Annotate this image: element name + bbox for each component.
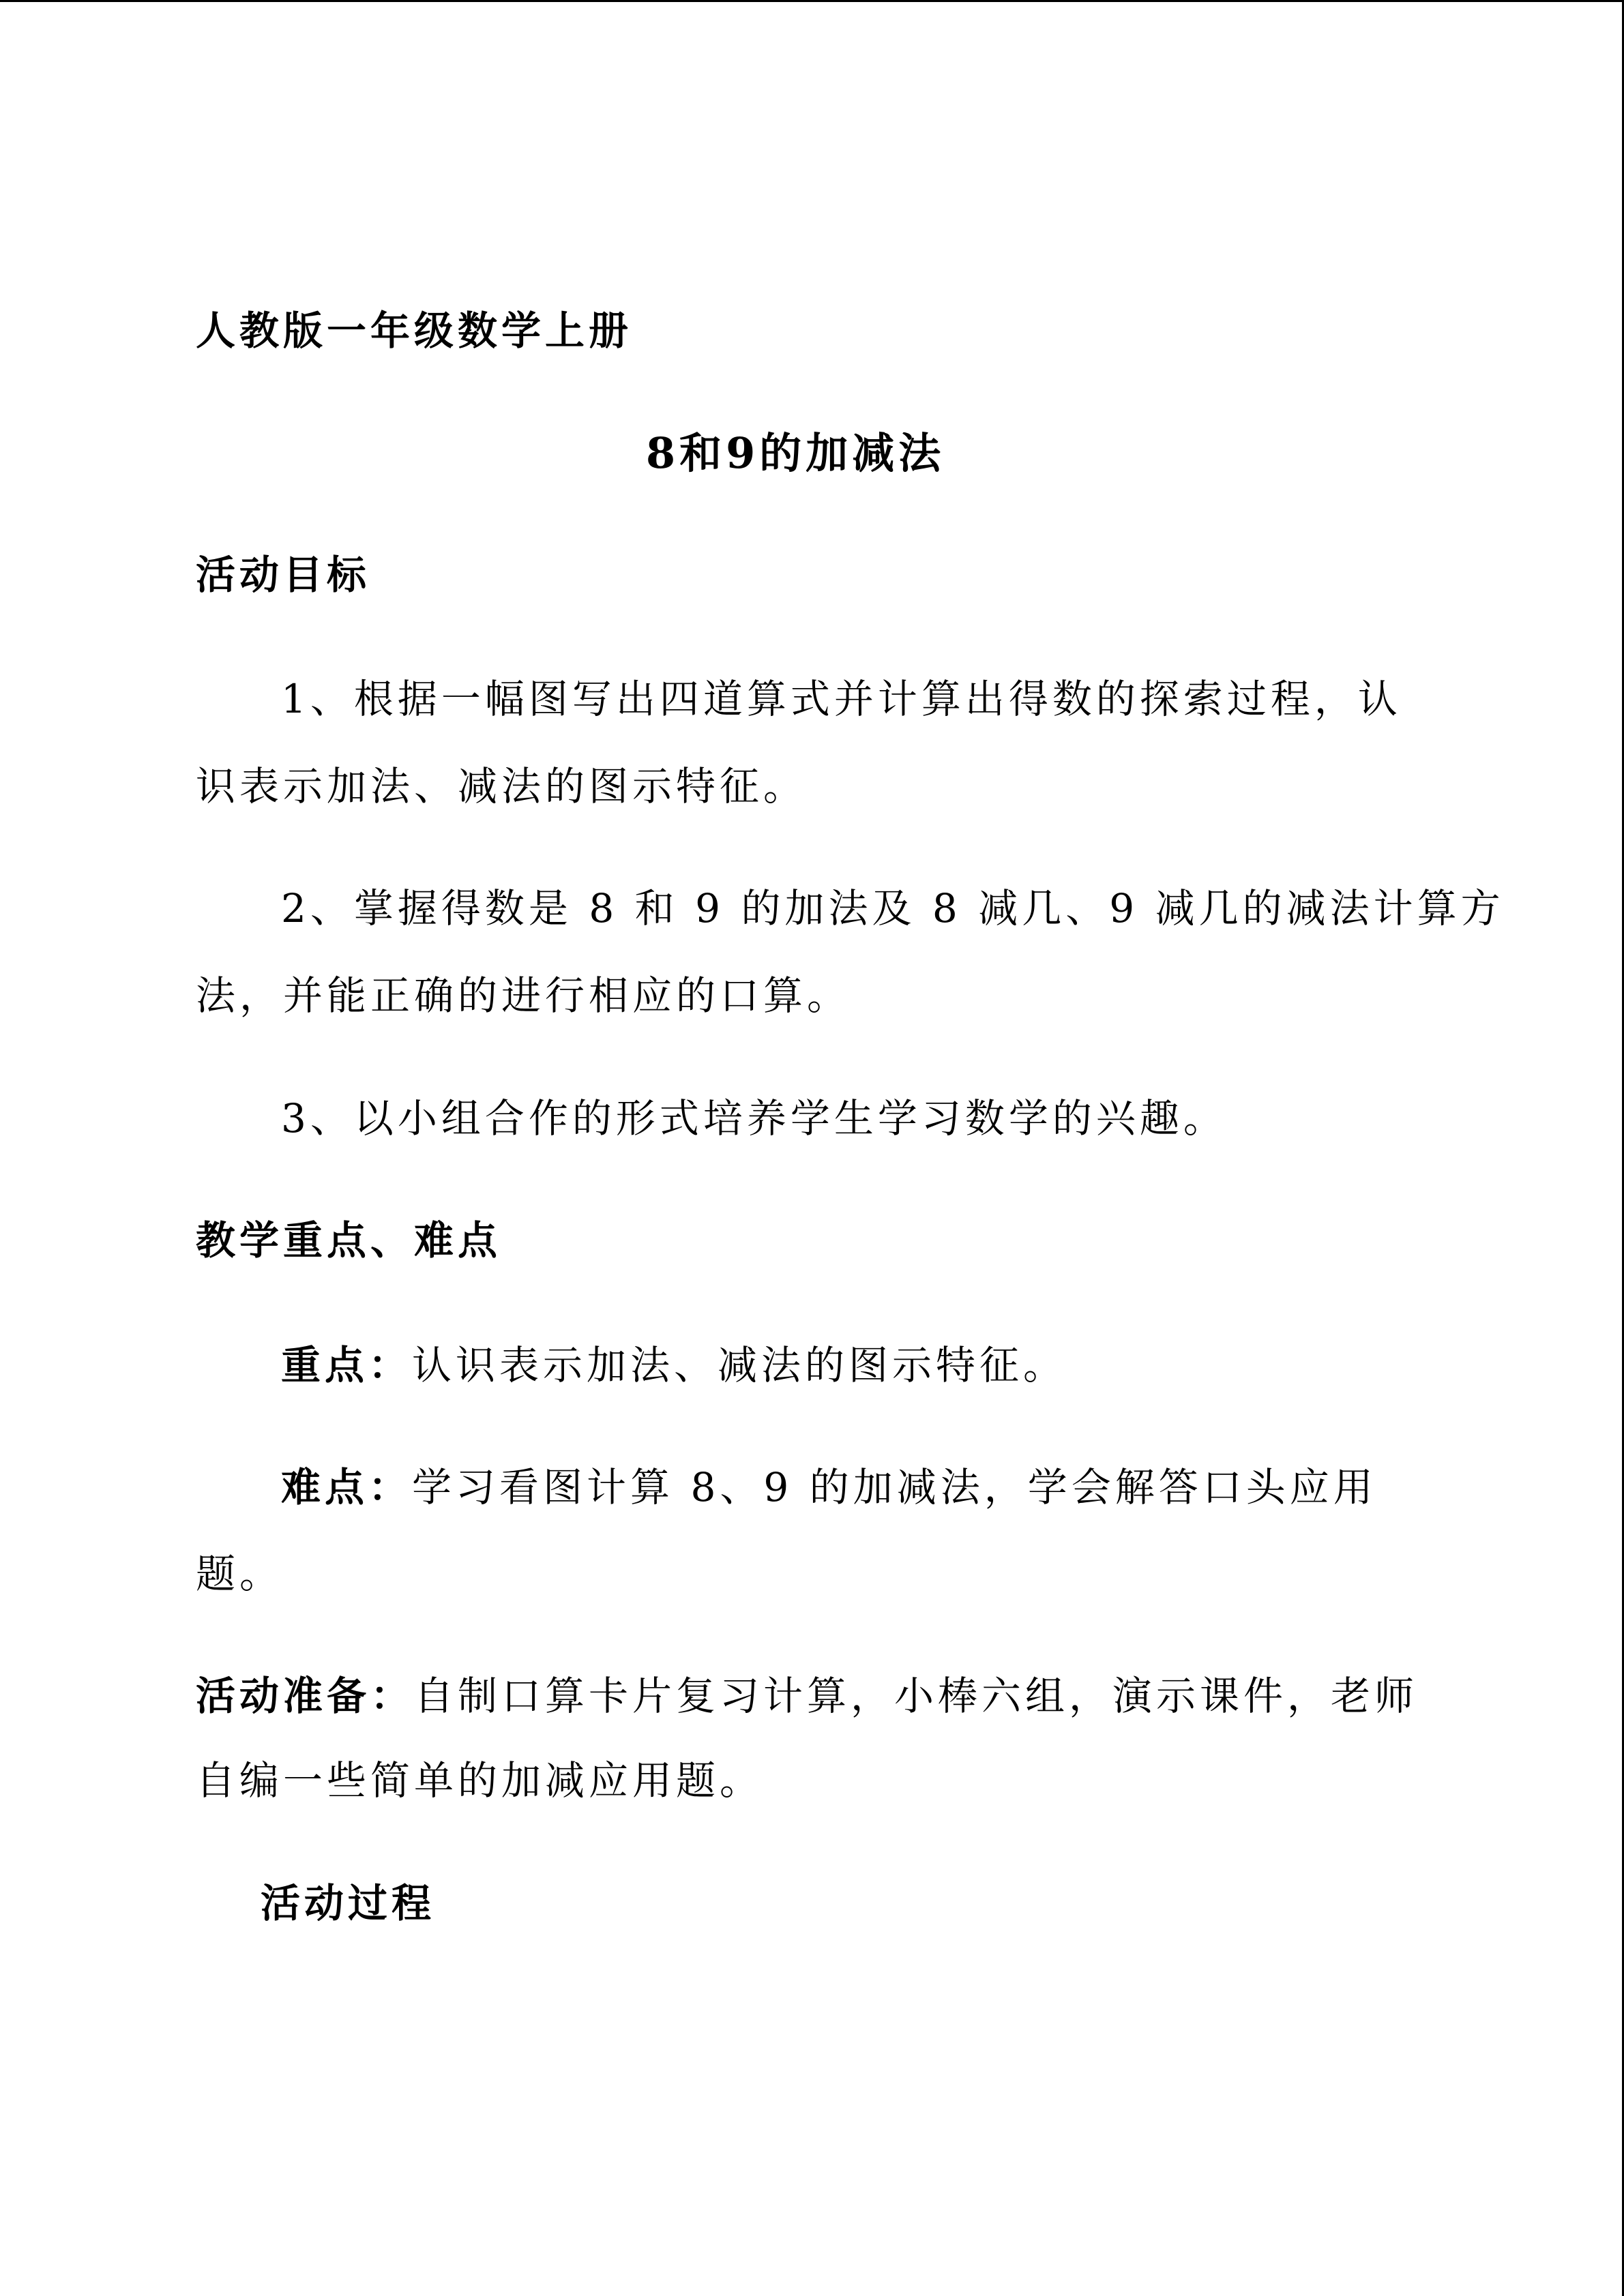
difficult-point-text: 学习看图计算 8、9 的加减法，学会解答口头应用 — [412, 1464, 1377, 1510]
preparation-text: 自制口算卡片复习计算，小棒六组，演示课件，老师 — [414, 1673, 1419, 1719]
objectives-heading: 活动目标 — [196, 552, 371, 598]
objective-2-line-1: 2、掌握得数是 8 和 9 的加法及 8 减几、9 减几的减法计算方 — [281, 885, 1505, 931]
objective-3: 3、以小组合作的形式培养学生学习数学的兴趣。 — [281, 1095, 1227, 1142]
keypoints-heading: 教学重点、难点 — [196, 1217, 502, 1264]
key-point-text: 认识表示加法、减法的图示特征。 — [412, 1342, 1067, 1388]
document-title: 8和9的加减法 — [646, 428, 945, 478]
difficult-point-line-1 — [281, 1463, 1377, 1511]
objective-1-line-2: 识表示加法、减法的图示特征。 — [196, 763, 808, 809]
key-point — [281, 1341, 1067, 1389]
preparation-line-2: 自编一些简单的加减应用题。 — [196, 1757, 764, 1804]
key-point-label: 重点： — [281, 1342, 413, 1388]
process-heading: 活动过程 — [261, 1880, 436, 1926]
difficult-point-line-2: 题。 — [196, 1551, 284, 1597]
preparation-line-1 — [196, 1672, 1418, 1720]
preparation-label: 活动准备： — [196, 1673, 415, 1719]
difficult-point-label: 难点： — [281, 1464, 413, 1510]
series-title: 人教版一年级数学上册 — [196, 308, 633, 354]
objective-2-line-2: 法，并能正确的进行相应的口算。 — [196, 972, 851, 1019]
objective-1-line-1: 1、根据一幅图写出四道算式并计算出得数的探索过程，认 — [281, 676, 1402, 722]
page-border-top — [0, 0, 1624, 2]
